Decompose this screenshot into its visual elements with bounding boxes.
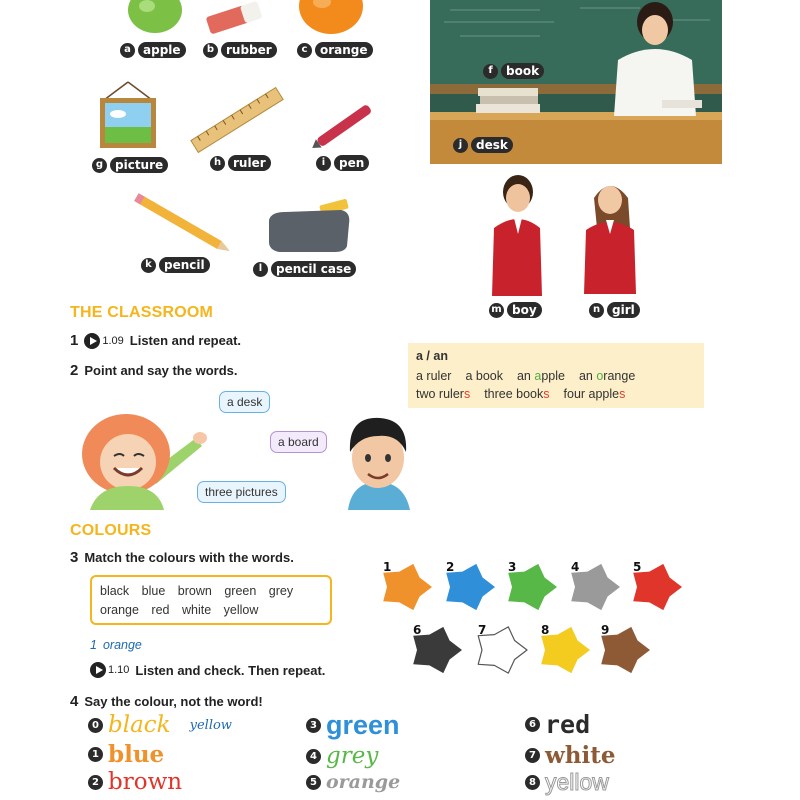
item-label-rubber — [203, 42, 277, 58]
colour-word: brown — [177, 584, 212, 598]
item-label-desk — [453, 137, 513, 153]
item-number-badge: 7 — [525, 748, 540, 763]
paint-splat-5 — [633, 560, 682, 610]
audio-play-icon[interactable] — [90, 662, 106, 678]
say-colour-item-1 — [88, 743, 164, 766]
colour-word: black — [100, 584, 130, 598]
coloured-word: blue — [108, 741, 165, 768]
letter-badge: j — [453, 138, 468, 153]
item-label-picture — [92, 157, 168, 173]
grammar-example: an orange — [578, 369, 636, 383]
speech-bubble-desk: a desk — [219, 391, 270, 413]
task-3 — [70, 549, 294, 566]
letter-badge: c — [297, 43, 312, 58]
letter-badge: m — [489, 303, 504, 318]
section-heading-colours: COLOURS — [70, 522, 152, 539]
item-number-badge: 8 — [525, 775, 540, 790]
say-colour-item-4 — [306, 745, 378, 768]
task-1 — [70, 332, 241, 349]
task-instruction: Say the colour, not the word! — [84, 694, 263, 709]
example-answer-handwritten: yellow — [189, 718, 232, 733]
grammar-example: two rulers — [416, 387, 471, 401]
item-word: orange — [315, 42, 373, 58]
item-word: boy — [507, 302, 542, 318]
paint-splat-2 — [446, 560, 495, 610]
item-label-ruler — [210, 155, 271, 171]
picture-illustration — [96, 80, 160, 150]
boy-illustration — [488, 174, 546, 296]
item-label-pen — [316, 155, 369, 171]
letter-badge: f — [483, 64, 498, 79]
paint-splat-4 — [571, 560, 620, 610]
coloured-word: grey — [326, 743, 379, 769]
example-answer — [90, 638, 142, 652]
letter-badge: a — [120, 43, 135, 58]
paint-splat-3 — [508, 560, 557, 610]
colour-word: white — [181, 603, 212, 617]
splat-number: 2 — [446, 560, 455, 574]
say-colour-item-6 — [525, 712, 590, 737]
item-word: ruler — [228, 155, 271, 171]
grammar-box-a-an — [408, 343, 704, 408]
item-label-girl — [589, 302, 640, 318]
paint-splat-7 — [478, 623, 527, 673]
item-word: girl — [607, 302, 640, 318]
task-instruction: Listen and repeat. — [129, 333, 242, 348]
boy-cartoon — [338, 412, 418, 510]
item-word: desk — [471, 137, 513, 153]
splat-number: 3 — [508, 560, 517, 574]
splat-number: 6 — [413, 623, 422, 637]
item-number-badge: 0 — [88, 718, 103, 733]
item-word: pencil case — [271, 261, 356, 277]
grammar-row-plural — [416, 387, 696, 401]
task-number: 4 — [70, 693, 79, 710]
letter-badge: g — [92, 158, 107, 173]
grammar-example: an apple — [516, 369, 565, 383]
letter-badge: l — [253, 262, 268, 277]
speech-bubble-board: a board — [270, 431, 327, 453]
grammar-example: four apples — [563, 387, 626, 401]
task-4 — [70, 693, 263, 710]
apple-illustration — [125, 0, 185, 34]
colour-word: blue — [141, 584, 166, 598]
item-word: picture — [110, 157, 168, 173]
letter-badge: k — [141, 258, 156, 273]
grammar-example: a ruler — [416, 369, 452, 383]
speech-bubble-pictures: three pictures — [197, 481, 286, 503]
item-label-pencil-case — [253, 261, 356, 277]
section-heading-classroom: THE CLASSROOM — [70, 304, 214, 321]
say-colour-item-3 — [306, 712, 400, 739]
colour-word: grey — [268, 584, 294, 598]
grammar-example: a book — [465, 369, 503, 383]
splat-number: 9 — [601, 623, 610, 637]
paint-splat-9 — [601, 623, 650, 673]
girl-pointing-cartoon — [78, 412, 213, 510]
paint-splat-8 — [541, 623, 590, 673]
paint-splat-1 — [383, 560, 432, 610]
splat-number: 7 — [478, 623, 487, 637]
task-instruction: Match the colours with the words. — [84, 550, 294, 565]
say-colour-item-0 — [88, 714, 232, 737]
splat-number: 5 — [633, 560, 642, 574]
item-label-boy — [489, 302, 542, 318]
task-2 — [70, 362, 237, 379]
item-number-badge: 6 — [525, 717, 540, 732]
item-number-badge: 4 — [306, 749, 321, 764]
letter-badge: n — [589, 303, 604, 318]
splat-number: 1 — [383, 560, 392, 574]
audio-track-number: 1.09 — [102, 334, 124, 347]
grammar-title: a / an — [416, 349, 448, 363]
task-3-listen — [90, 662, 325, 678]
coloured-word: yellow — [545, 769, 609, 795]
girl-illustration — [580, 178, 642, 294]
coloured-word: black — [108, 712, 171, 738]
task-number: 3 — [70, 549, 79, 566]
task-number: 1 — [70, 332, 79, 349]
audio-track-number: 1.10 — [108, 664, 130, 676]
say-colour-item-2 — [88, 771, 182, 794]
say-colour-item-5 — [306, 773, 400, 792]
item-label-apple — [120, 42, 186, 58]
coloured-word: orange — [326, 771, 401, 793]
coloured-word: brown — [108, 769, 183, 795]
splat-number: 4 — [571, 560, 580, 574]
example-word: orange — [102, 638, 142, 652]
coloured-word: red — [545, 710, 591, 739]
grammar-example: three books — [484, 387, 550, 401]
item-number-badge: 3 — [306, 718, 321, 733]
pen-illustration — [305, 98, 385, 153]
colour-word: yellow — [223, 603, 259, 617]
colour-word: green — [224, 584, 257, 598]
grammar-row-singular — [416, 369, 696, 383]
orange-illustration — [298, 0, 364, 34]
paint-splat-6 — [413, 623, 462, 673]
task-instruction: Listen and check. Then repeat. — [135, 662, 326, 678]
say-colour-item-7 — [525, 744, 616, 767]
example-number: 1 — [90, 638, 97, 652]
item-word: pencil — [159, 257, 210, 273]
audio-play-icon[interactable] — [84, 333, 100, 349]
rubber-illustration — [203, 0, 269, 34]
paint-splats — [370, 555, 690, 685]
task-instruction: Point and say the words. — [84, 363, 238, 378]
task-number: 2 — [70, 362, 79, 379]
pencil-case-illustration — [265, 198, 355, 256]
item-word: apple — [138, 42, 186, 58]
colour-word-box — [90, 575, 332, 625]
letter-badge: i — [316, 156, 331, 171]
item-label-pencil — [141, 257, 210, 273]
coloured-word: white — [545, 742, 616, 769]
letter-badge: h — [210, 156, 225, 171]
pencil-illustration — [125, 192, 240, 257]
letter-badge: b — [203, 43, 218, 58]
item-number-badge: 2 — [88, 775, 103, 790]
colour-word: orange — [100, 603, 139, 617]
colour-word: red — [151, 603, 170, 617]
item-number-badge: 5 — [306, 775, 321, 790]
item-word: rubber — [221, 42, 277, 58]
item-word: book — [501, 63, 544, 79]
item-word: pen — [334, 155, 369, 171]
item-label-book — [483, 63, 544, 79]
coloured-word: green — [326, 710, 400, 740]
splat-number: 8 — [541, 623, 550, 637]
say-colour-item-8 — [525, 771, 609, 794]
item-number-badge: 1 — [88, 747, 103, 762]
item-label-orange — [297, 42, 373, 58]
ruler-illustration — [185, 85, 290, 155]
